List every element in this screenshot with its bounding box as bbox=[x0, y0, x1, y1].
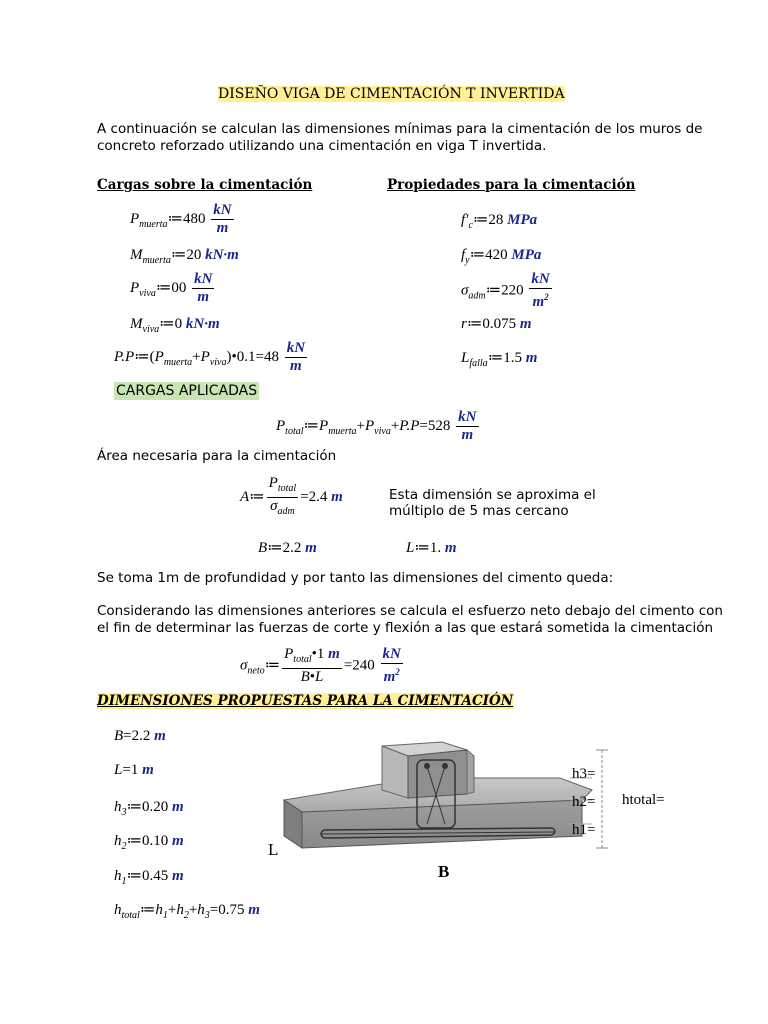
applied-loads-label: CARGAS APLICADAS bbox=[116, 383, 258, 399]
page-title: DISEÑO VIGA DE CIMENTACIÓN T INVERTIDA bbox=[218, 86, 565, 102]
figure-label-h1: h1= bbox=[572, 822, 596, 838]
foundation-diagram bbox=[262, 738, 672, 888]
inverted-t-beam-drawing bbox=[262, 738, 672, 888]
figure-label-h2: h2= bbox=[572, 794, 596, 810]
eq-fc: $f'_c≔28$ MPa bbox=[461, 212, 538, 231]
eq-sigma-neto: $\sigma_{neto}≔$ $\frac{P_{total}•1 m}{B•L}$ =240 $\frac{kN}{m^2}$ bbox=[240, 646, 401, 685]
figure-label-b: B bbox=[438, 862, 450, 881]
eq-p-muerta: $P_{muerta}≔480$ $\frac{kN}{m}$ bbox=[130, 202, 232, 236]
eq-p-total: $P_{total}≔P_{muerta}+P_{viva}+P.P=528$ $\frac{kN}{m}$ bbox=[276, 409, 477, 443]
consider-line-2: el fin de determinar las fuerzas de corte y flexión a las que estará sometida la cimentación bbox=[97, 620, 714, 636]
eq-sigma-adm: $\sigma_{adm}≔220$ $\frac{kN}{m^2}$ bbox=[461, 271, 550, 310]
figure-label-h3: h3= bbox=[572, 766, 596, 782]
loads-heading: Cargas sobre la cimentación bbox=[97, 177, 313, 193]
dim-h2: $h_2≔0.10$ m bbox=[114, 833, 184, 852]
dimensions-heading: DIMENSIONES PROPUESTAS PARA LA CIMENTACIÓN bbox=[97, 693, 514, 709]
consider-line-1: Considerando las dimensiones anteriores se calcula el esfuerzo neto debajo del cimento con bbox=[97, 603, 723, 619]
eq-pp: $P.P≔(P_{muerta}+P_{viva})•0.1=48$ $\frac{kN}{m}$ bbox=[114, 340, 306, 374]
eq-m-viva: $M_{viva}≔0$ kN·m bbox=[130, 316, 220, 335]
figure-label-l: L bbox=[268, 840, 279, 859]
eq-l: L≔1. m bbox=[406, 540, 457, 556]
dim-b: B=2.2 m bbox=[114, 728, 166, 744]
intro-line-1: A continuación se calculan las dimensiones mínimas para la cimentación de los muros de bbox=[97, 121, 703, 137]
properties-heading: Propiedades para la cimentación bbox=[387, 177, 636, 193]
eq-fy: $f_y≔420$ MPa bbox=[461, 247, 542, 266]
dim-l: L=1 m bbox=[114, 762, 154, 778]
note-line-1: Esta dimensión se aproxima el bbox=[389, 487, 596, 503]
intro-line-2: concreto reforzado utilizando una cimentación en viga T invertida. bbox=[97, 138, 547, 154]
eq-r: r≔0.075 m bbox=[461, 316, 532, 332]
eq-p-viva: $P_{viva}≔00$ $\frac{kN}{m}$ bbox=[130, 271, 213, 305]
dim-h1: $h_1≔0.45$ m bbox=[114, 868, 184, 887]
note-line-2: múltiplo de 5 mas cercano bbox=[389, 503, 569, 519]
eq-m-muerta: $M_{muerta}≔20$ kN·m bbox=[130, 247, 239, 266]
area-label: Área necesaria para la cimentación bbox=[97, 448, 337, 464]
eq-area: A≔ $\frac{P_{total}}{\sigma_{adm}}$ =2.4 m bbox=[240, 475, 343, 517]
eq-l-falla: $L_{falla}≔1.5$ m bbox=[461, 350, 538, 369]
dim-htotal: $h_{total}≔h_1+h_2+h_3=0.75$ m bbox=[114, 902, 260, 921]
figure-label-htotal: htotal= bbox=[622, 792, 665, 808]
dim-h3: $h_3≔0.20$ m bbox=[114, 799, 184, 818]
eq-b: B≔2.2 m bbox=[258, 540, 317, 556]
depth-text: Se toma 1m de profundidad y por tanto las dimensiones del cimento queda: bbox=[97, 570, 614, 586]
